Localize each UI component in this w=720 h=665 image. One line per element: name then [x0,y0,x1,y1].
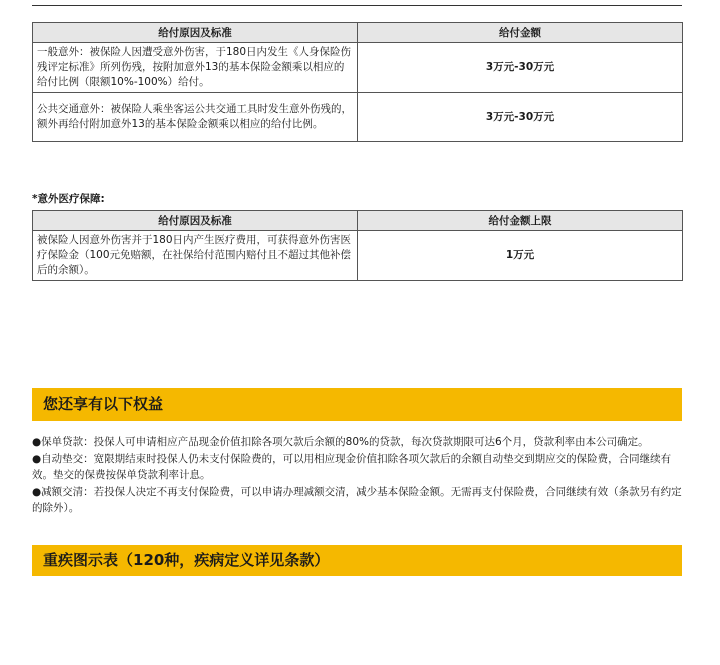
header-amount-limit: 给付金额上限 [358,211,683,231]
table-row [33,231,683,281]
medical-section-title: *意外医疗保障: [32,193,105,205]
table-row [33,43,683,93]
benefit-policy-loan: ●保单贷款：投保人可申请相应产品现金价值扣除各项欠款后余额的80%的贷款，每次贷款期限可达6个月，贷款利率由本公司确定。 [32,436,649,448]
header-reason: 给付原因及标准 [33,211,358,231]
amount-cell: 3万元-30万元 [358,43,683,93]
medical-benefit-table [32,210,683,281]
benefit-reduced-paid-up: ●减额交清：若投保人决定不再支付保险费，可以申请办理减额交清，减少基本保险金额。无需再支付保险费，合同继续有效（条款另有约定的除外）。 [32,485,682,514]
reason-cell: 一般意外：被保险人因遭受意外伤害，于180日内发生《人身保险伤残评定标准》所列伤残，按附加意外13的基本保险金额乘以相应的给付比例（限额10%-100%）给付。 [33,43,358,93]
benefit-auto-premium-payment: ●自动垫交：宽限期结束时投保人仍未支付保险费的，可以用相应现金价值扣除各项欠款后的余额自动垫交到期应交的保险费，合同继续有效。垫交的保费按保单贷款利率计息。 [32,452,672,481]
benefits-list [32,434,684,517]
table-row [33,93,683,142]
top-divider [32,5,682,6]
table-header-row [33,211,683,231]
rights-banner: 您还享有以下权益 [32,388,682,421]
amount-cell: 3万元-30万元 [358,93,683,142]
reason-cell: 公共交通意外：被保险人乘坐客运公共交通工具时发生意外伤残的，额外再给付附加意外13的基本保险金额乘以相应的给付比例。 [33,93,358,142]
amount-cell: 1万元 [358,231,683,281]
accident-benefit-table [32,22,683,142]
reason-cell: 被保险人因意外伤害并于180日内产生医疗费用，可获得意外伤害医疗保险金（100元免赔额，在社保给付范围内赔付且不超过其他补偿后的余额）。 [33,231,358,281]
critical-illness-banner: 重疾图示表（120种，疾病定义详见条款） [32,545,682,576]
header-amount: 给付金额 [358,23,683,43]
table-header-row [33,23,683,43]
header-reason: 给付原因及标准 [33,23,358,43]
